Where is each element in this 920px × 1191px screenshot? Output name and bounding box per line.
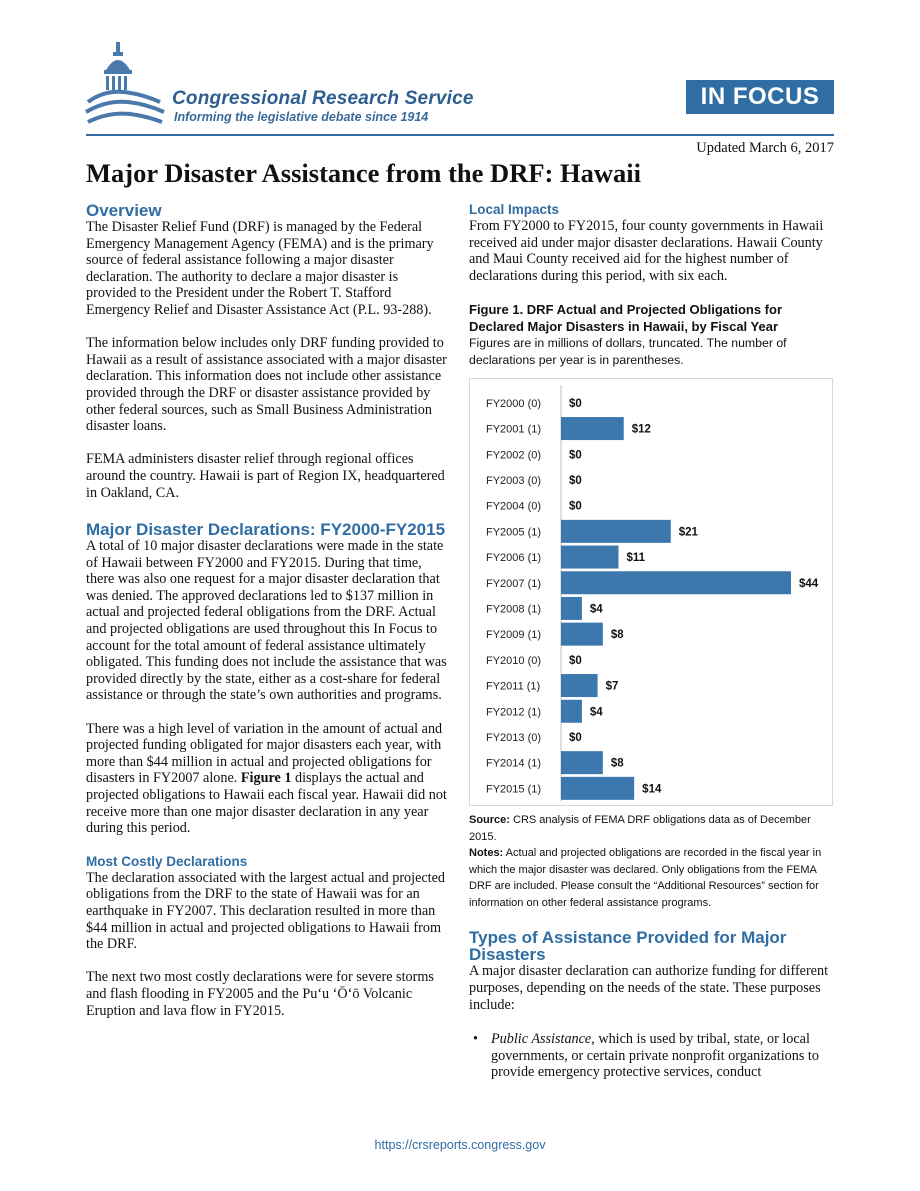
bar-chart-svg [470, 379, 832, 805]
figure-source: Source: CRS analysis of FEMA DRF obligations data as of December 2015. [469, 814, 811, 843]
figure-1-reference[interactable]: Figure 1 [240, 770, 292, 787]
category-label: FY2008 (1) [486, 603, 542, 616]
overview-paragraph-3: FEMA administers disaster relief through regional offices around the country. Hawaii is part of Region IX, headquartered in Oakland, CA. [86, 451, 445, 501]
value-label: $12 [631, 423, 651, 436]
costly-paragraph-2: The next two most costly declarations were for severe storms and flash flooding in FY2005 and the Puʻu ʻŌʻō Volcanic Eruption and lava flow in FY2015. [86, 969, 434, 1019]
value-label: $8 [610, 758, 624, 771]
bullet-icon: • [473, 1031, 478, 1048]
header-rule [86, 134, 834, 136]
costly-heading: Most Costly Declarations [86, 853, 248, 869]
local-impacts-paragraph: From FY2000 to FY2015, four county governments in Hawaii received aid under major disaster declarations. Hawaii County and Maui County received aid for the highest number of declarations during this period, with six each. [469, 218, 824, 284]
category-label: FY2012 (1) [486, 706, 542, 719]
value-label: $11 [626, 552, 646, 565]
declarations-heading: Major Disaster Declarations: FY2000-FY2015 [86, 520, 446, 540]
category-label: FY2015 (1) [486, 783, 542, 796]
overview-paragraph-2: The information below includes only DRF funding provided to Hawaii as a result of assistance associated with a major disaster declaration. This information does not include other assistance provided through the DRF or disaster assistance provided by other federal sources, such as Small Business Administration disaster loans. [86, 335, 447, 435]
bar [561, 520, 671, 543]
category-label: FY2006 (1) [486, 552, 542, 565]
left-column [86, 202, 448, 1019]
category-label: FY2004 (0) [486, 501, 542, 514]
category-label: FY2005 (1) [486, 526, 542, 539]
costly-paragraph-1: The declaration associated with the largest actual and projected obligations from the DRF to the state of Hawaii was for an earthquake in FY2007. This declaration resulted in more than $44 million in actual and projected obligations to Hawaii from the DRF. [86, 869, 446, 953]
list-item: • Public Assistance, which is used by tribal, state, or local governments, or certain private nonprofit organizations to provide emergency protective services, conduct [473, 1031, 819, 1081]
value-label: $8 [610, 629, 624, 642]
category-label: FY2000 (0) [486, 398, 542, 411]
category-label: FY2010 (0) [486, 655, 542, 668]
org-tagline: Informing the legislative debate since 1914 [174, 110, 429, 124]
value-label: $4 [589, 706, 603, 719]
local-impacts-heading: Local Impacts [469, 202, 560, 217]
bar [561, 674, 598, 697]
category-label: FY2011 (1) [486, 680, 541, 693]
category-label: FY2002 (0) [486, 449, 542, 462]
value-label: $7 [605, 680, 619, 693]
value-label: $0 [569, 655, 582, 668]
category-label: FY2007 (1) [486, 578, 542, 591]
bar [561, 623, 603, 646]
category-label: FY2001 (1) [486, 423, 542, 436]
value-label: $0 [569, 475, 582, 488]
crs-logo [84, 40, 494, 132]
bar [561, 597, 582, 620]
category-label: FY2013 (0) [486, 732, 542, 745]
value-label: $0 [569, 398, 582, 411]
footer-url[interactable]: https://crsreports.congress.gov [374, 1138, 546, 1152]
types-paragraph: A major disaster declaration can authorize funding for different purposes, depending on the needs of the state. These purposes include: [469, 963, 829, 1013]
assistance-list [469, 1031, 834, 1081]
figure-notes: Notes: Actual and projected obligations are recorded in the fiscal year in which the major disaster was declared. Only obligations from the FEMA DRF are included. Please consult the “Additional Resources” section for information on other federal assistance programs. [469, 847, 822, 909]
bar [561, 417, 624, 440]
in-focus-badge: IN FOCUS [686, 80, 834, 114]
page-title: Major Disaster Assistance from the DRF: Hawaii [86, 158, 641, 188]
bar [561, 700, 582, 723]
bar [561, 546, 619, 569]
types-heading: Types of Assistance Provided for Major Disasters [469, 928, 787, 965]
obligations-chart [469, 378, 833, 806]
value-label: $4 [589, 603, 603, 616]
value-label: $0 [569, 732, 582, 745]
bar [561, 777, 634, 800]
capitol-dome-icon [84, 40, 166, 132]
overview-heading: Overview [86, 201, 162, 220]
category-label: FY2009 (1) [486, 629, 542, 642]
updated-date: Updated March 6, 2017 [696, 140, 834, 156]
figure-caption: Figures are in millions of dollars, truncated. The number of declarations per year is in parentheses. [469, 336, 787, 368]
category-label: FY2003 (0) [486, 475, 542, 488]
bar [561, 752, 603, 775]
value-label: $0 [569, 501, 582, 514]
org-name: Congressional Research Service [172, 88, 474, 109]
category-label: FY2014 (1) [486, 758, 542, 771]
value-label: $0 [569, 449, 582, 462]
declarations-paragraph-1: A total of 10 major disaster declarations were made in the state of Hawaii between FY2000 and FY2015. During that time, there was also one request for a major disaster declaration that was denied. The approved declarations led to $137 million in actual and projected federal obligations from the DRF. Actual and projected obligations are used throughout this In Focus to account for the total amount of federal assistance ultimately obligated. This funding does not include the assistance that was provided directly by the state, either as a cost-share for federal assistance or through the state’s own authorities and programs. [86, 538, 447, 704]
value-label: $44 [799, 578, 819, 591]
value-label: $21 [678, 526, 698, 539]
bar [561, 572, 791, 595]
figure-title: Figure 1. DRF Actual and Projected Obligations for Declared Major Disasters in Hawaii, by Fiscal Year [469, 302, 782, 335]
overview-paragraph-1: The Disaster Relief Fund (DRF) is managed by the Federal Emergency Management Agency (FEMA) and is the primary source of federal assistance following a major disaster declaration. The authority to declare a major disaster is provided to the President under the Robert T. Stafford Emergency Relief and Disaster Assistance Act (P.L. 93-288). [86, 219, 434, 318]
declarations-paragraph-2: There was a high level of variation in the amount of actual and projected funding obligated for major disasters each year, with more than $44 million in actual and projected obligations for disasters in FY2007 alone. Figure 1 displays the actual and projected obligations to Hawaii each fiscal year. Hawaii did not receive more than one major disaster declaration in any year during this period. [86, 720, 447, 837]
right-column [469, 202, 834, 1081]
value-label: $14 [642, 783, 662, 796]
